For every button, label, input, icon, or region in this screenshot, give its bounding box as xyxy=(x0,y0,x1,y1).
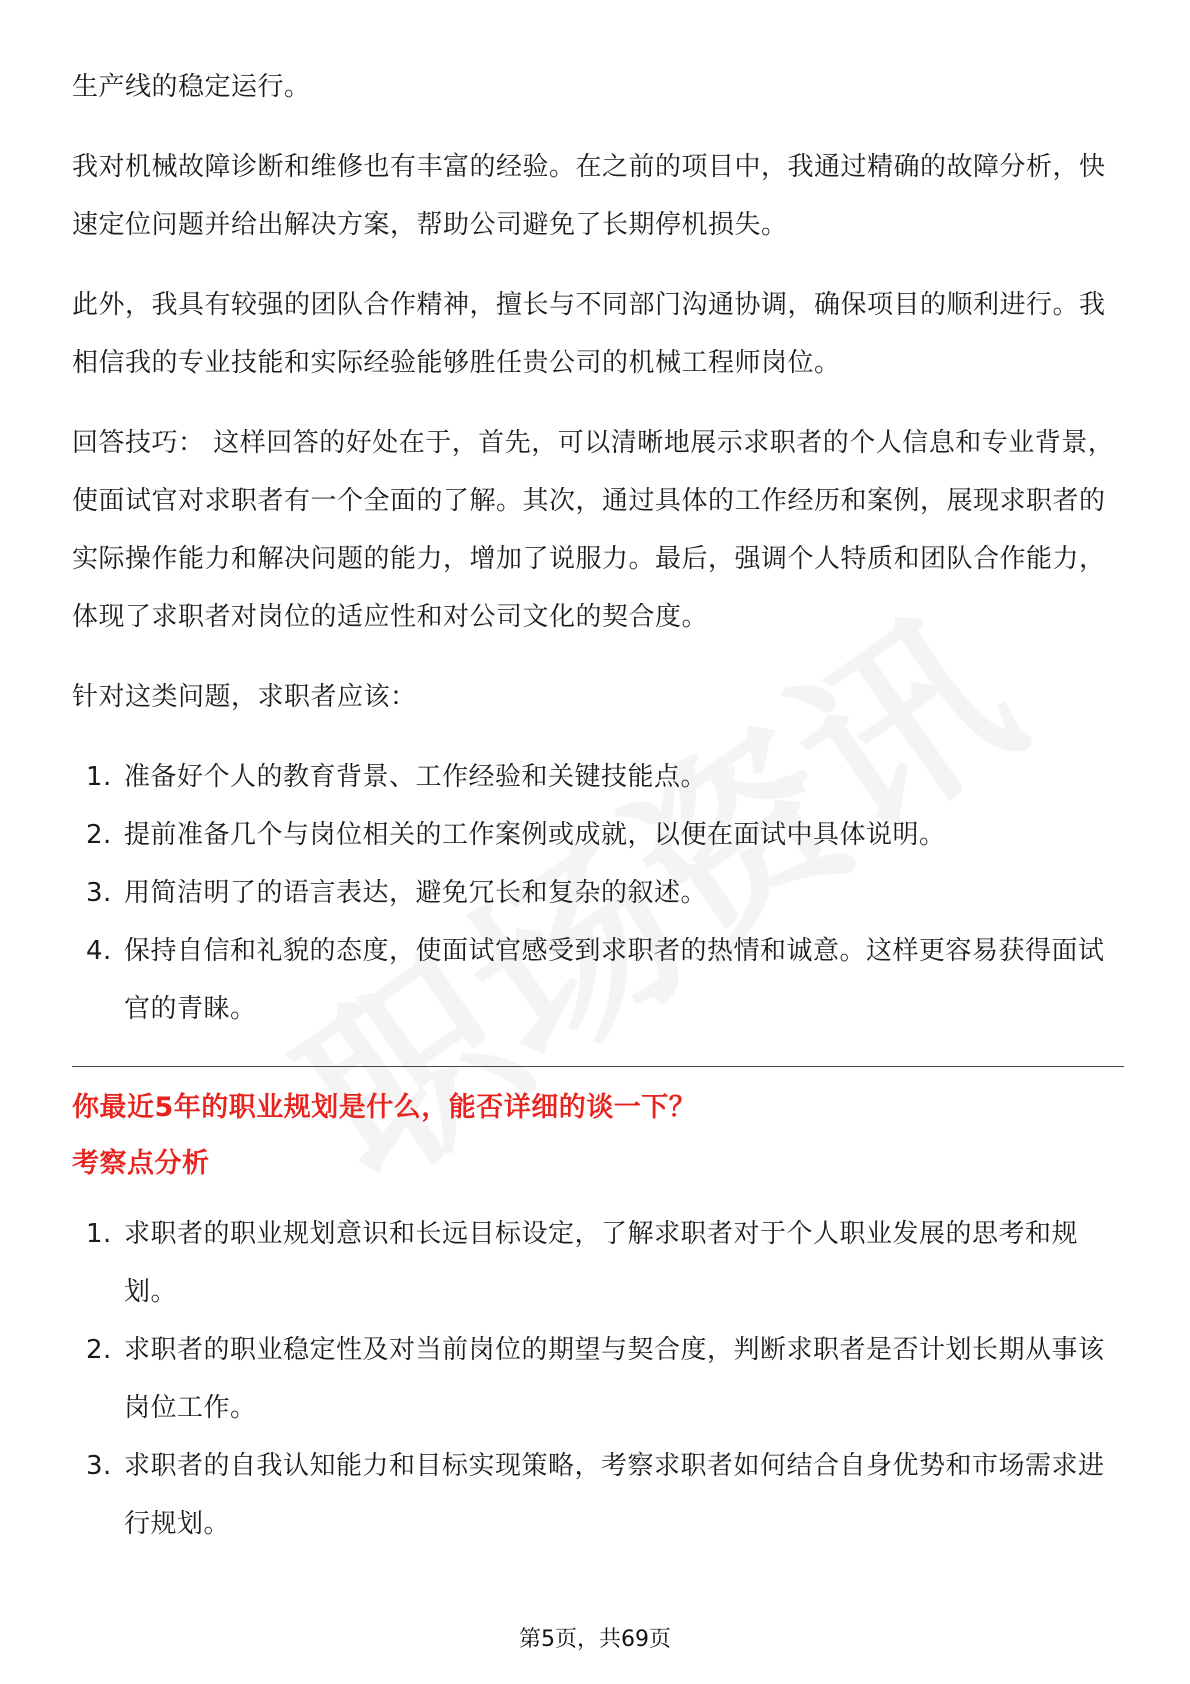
list-number: 2. xyxy=(86,1335,112,1365)
section-divider xyxy=(72,1066,1124,1067)
paragraph: 此外，我具有较强的团队合作精神，擅长与不同部门沟通协调，确保项目的顺利进行。我相信我的专业技能和实际经验能够胜任贵公司的机械工程师岗位。 xyxy=(72,290,1106,378)
list-item xyxy=(72,864,1124,922)
list-item xyxy=(72,1321,1124,1437)
tips-list-block xyxy=(72,748,1124,1038)
list-number: 2. xyxy=(86,820,112,850)
list-number: 3. xyxy=(86,1451,112,1481)
list-item xyxy=(72,1437,1124,1553)
list-item-text: 求职者的职业规划意识和长远目标设定，了解求职者对于个人职业发展的思考和规划。 xyxy=(124,1219,1079,1307)
paragraph: 针对这类问题，求职者应该： xyxy=(72,682,417,712)
list-item-text: 求职者的自我认知能力和目标实现策略，考察求职者如何结合自身优势和市场需求进行规划。 xyxy=(124,1451,1105,1539)
list-item xyxy=(72,806,1124,864)
tips-list xyxy=(72,748,1124,1038)
list-item xyxy=(72,922,1124,1038)
list-item-text: 用简洁明了的语言表达，避免冗长和复杂的叙述。 xyxy=(124,878,708,908)
analysis-list xyxy=(72,1205,1124,1553)
list-item xyxy=(72,1205,1124,1321)
list-number: 4. xyxy=(86,936,112,966)
list-item-text: 求职者的职业稳定性及对当前岗位的期望与契合度，判断求职者是否计划长期从事该岗位工作。 xyxy=(124,1335,1105,1423)
answer-tips-paragraph: 回答技巧： 这样回答的好处在于，首先，可以清晰地展示求职者的个人信息和专业背景，使面试官对求职者有一个全面的了解。其次，通过具体的工作经历和案例，展现求职者的实际操作能力和解决问题的能力，增加了说服力。最后，强调个人特质和团队合作能力，体现了求职者对岗位的适应性和对公司文化的契合度。 xyxy=(72,428,1115,632)
list-item xyxy=(72,748,1124,806)
page-content xyxy=(72,58,1124,1553)
list-number: 1. xyxy=(86,1219,112,1249)
paragraph: 我对机械故障诊断和维修也有丰富的经验。在之前的项目中，我通过精确的故障分析，快速定位问题并给出解决方案，帮助公司避免了长期停机损失。 xyxy=(72,152,1106,240)
paragraph: 生产线的稳定运行。 xyxy=(72,72,311,102)
analysis-heading: 考察点分析 xyxy=(72,1148,210,1179)
list-number: 3. xyxy=(86,878,112,908)
question-heading: 你最近5年的职业规划是什么，能否详细的谈一下？ xyxy=(72,1092,697,1123)
list-item-text: 保持自信和礼貌的态度，使面试官感受到求职者的热情和诚意。这样更容易获得面试官的青睐。 xyxy=(124,936,1105,1024)
list-item-text: 准备好个人的教育背景、工作经验和关键技能点。 xyxy=(124,762,708,792)
page-footer: 第5页，共69页 xyxy=(519,1627,671,1652)
list-item-text: 提前准备几个与岗位相关的工作案例或成就，以便在面试中具体说明。 xyxy=(124,820,946,850)
list-number: 1. xyxy=(86,762,112,792)
